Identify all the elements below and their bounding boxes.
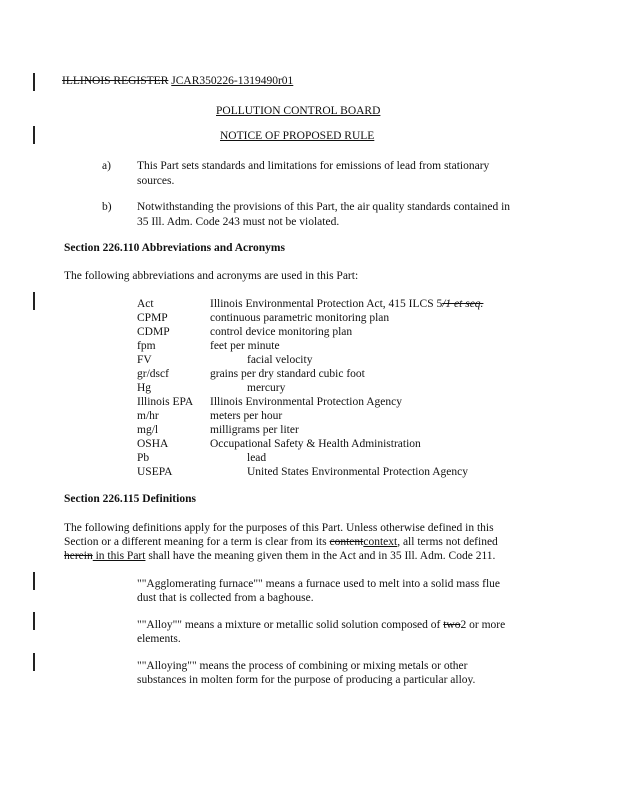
definition-text: ""Alloy"" means a mixture or metallic solid solution composed of [137, 619, 444, 631]
abbr-code: gr/dscf [137, 368, 169, 380]
intro-text: shall have the meaning given them in the Act and in 35 Ill. Adm. Code 211. [145, 550, 496, 562]
abbr-definition: facial velocity [247, 354, 313, 366]
abbr-code: CPMP [137, 312, 168, 324]
register-title: ILLINOIS REGISTER [62, 75, 169, 87]
abbr-definition: continuous parametric monitoring plan [210, 312, 390, 324]
definition-agglomerating-furnace: ""Agglomerating furnace"" means a furnace used to melt into a solid mass flue [137, 578, 501, 590]
change-bar [33, 73, 35, 91]
definition-continuation: dust that is collected from a baghouse. [137, 592, 314, 604]
abbr-code: Act [137, 298, 154, 310]
inserted-text: context [363, 536, 398, 548]
notice-title: NOTICE OF PROPOSED RULE [220, 130, 375, 142]
definition-text: 2 or more [460, 619, 506, 631]
board-title: POLLUTION CONTROL BOARD [216, 105, 381, 117]
abbr-definition: Occupational Safety & Health Administration [210, 438, 421, 450]
register-header [62, 74, 293, 89]
abbr-code: Illinois EPA [137, 396, 194, 408]
struck-text: two [443, 619, 461, 631]
abbr-definition: mercury [247, 382, 286, 394]
item-label: b) [102, 201, 112, 213]
definitions-intro-line: The following definitions apply for the purposes of this Part. Unless otherwise defined in this [64, 522, 494, 534]
abbr-struck-text: /1 et seq. [442, 298, 484, 310]
intro-text: Section or a different meaning for a term is clear from its [64, 536, 330, 548]
change-bar [33, 126, 35, 144]
abbr-code: Pb [137, 452, 150, 464]
abbr-def-text: Illinois Environmental Protection Act, 415 ILCS 5 [210, 298, 443, 310]
abbr-definition: meters per hour [210, 410, 283, 422]
abbr-code: m/hr [137, 410, 159, 422]
abbr-definition: United States Environmental Protection Agency [247, 466, 469, 478]
definitions-intro-line [64, 549, 495, 564]
abbr-code: USEPA [137, 466, 173, 478]
abbr-code: Hg [137, 382, 152, 394]
section-intro: The following abbreviations and acronyms are used in this Part: [64, 270, 359, 282]
abbr-definition: Illinois Environmental Protection Agency [210, 396, 402, 408]
intro-text: , all terms not defined [397, 536, 498, 548]
item-text: Notwithstanding the provisions of this Part, the air quality standards contained in [137, 201, 511, 213]
struck-text: herein [64, 550, 93, 562]
item-label: a) [102, 160, 111, 172]
change-bar [33, 653, 35, 671]
abbr-definition [210, 297, 483, 312]
change-bar [33, 292, 35, 310]
abbr-definition: lead [247, 452, 267, 464]
abbr-code: fpm [137, 340, 156, 352]
inserted-text: in this Part [92, 550, 146, 562]
section-heading: Section 226.115 Definitions [64, 493, 196, 505]
abbr-code: OSHA [137, 438, 169, 450]
definition-alloying: ""Alloying"" means the process of combining or mixing metals or other [137, 660, 468, 672]
struck-text: content [329, 536, 364, 548]
change-bar [33, 612, 35, 630]
item-text: 35 Ill. Adm. Code 243 must not be violated. [137, 216, 340, 228]
abbr-definition: control device monitoring plan [210, 326, 353, 338]
definition-continuation: elements. [137, 633, 181, 645]
abbr-definition: feet per minute [210, 340, 280, 352]
abbr-code: mg/l [137, 424, 159, 436]
jcar-code: JCAR350226-1319490r01 [171, 75, 294, 87]
item-text: This Part sets standards and limitations for emissions of lead from stationary [137, 160, 490, 172]
abbr-code: FV [137, 354, 152, 366]
definition-alloy [137, 618, 505, 633]
item-text: sources. [137, 175, 175, 187]
definitions-intro-line [64, 535, 498, 550]
change-bar [33, 572, 35, 590]
abbr-definition: grains per dry standard cubic foot [210, 368, 365, 380]
abbr-definition: milligrams per liter [210, 424, 299, 436]
abbr-code: CDMP [137, 326, 170, 338]
definition-continuation: substances in molten form for the purpose of producing a particular alloy. [137, 674, 476, 686]
section-heading: Section 226.110 Abbreviations and Acronyms [64, 242, 285, 254]
